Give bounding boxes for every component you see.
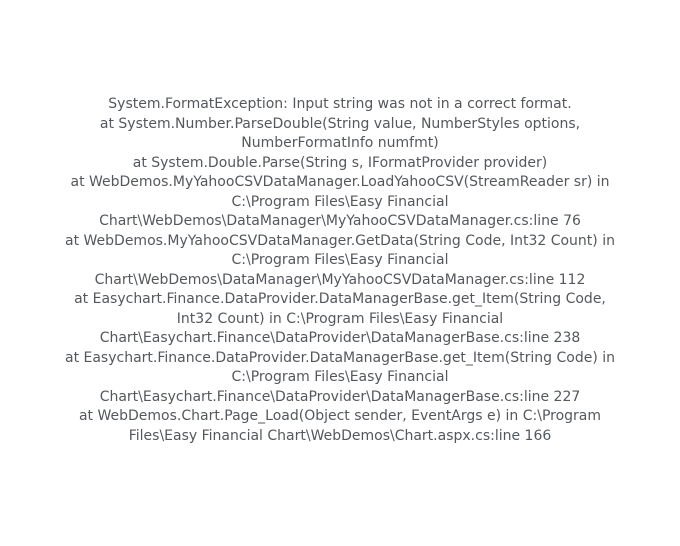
stack-trace-line: at WebDemos.MyYahooCSVDataManager.LoadYahooCSV(StreamReader sr) in — [70, 174, 610, 190]
stack-trace-line: C:\Program Files\Easy Financial — [231, 193, 449, 210]
stack-trace-line: Int32 Count) in C:\Program Files\Easy Financial — [176, 310, 504, 327]
stack-trace-line: Chart\Easychart.Finance\DataProvider\DataManagerBase.cs:line 227 — [99, 388, 581, 405]
stack-trace-line: at WebDemos.Chart.Page_Load(Object sender, EventArgs e) in C:\Program — [78, 408, 602, 424]
stack-trace-line: at WebDemos.MyYahooCSVDataManager.GetData(String Code, Int32 Count) in — [65, 232, 615, 249]
stack-trace-line: NumberFormatInfo numfmt) — [241, 135, 439, 151]
stack-trace-line: Files\Easy Financial Chart\WebDemos\Chart.aspx.cs:line 166 — [128, 427, 552, 444]
stack-trace-line: Chart\WebDemos\DataManager\MyYahooCSVDataManager.cs:line 76 — [99, 213, 581, 229]
stack-trace-line: C:\Program Files\Easy Financial — [231, 369, 449, 385]
stack-trace-line: at System.Number.ParseDouble(String value, NumberStyles options, — [99, 115, 581, 132]
stack-trace-line: at Easychart.Finance.DataProvider.DataManagerBase.get_Item(String Code, — [74, 291, 606, 307]
stack-trace-line: System.FormatException: Input string was not in a correct format. — [108, 96, 572, 112]
stack-trace-line: Chart\Easychart.Finance\DataProvider\DataManagerBase.cs:line 238 — [99, 330, 581, 346]
stack-trace-line: at Easychart.Finance.DataProvider.DataManagerBase.get_Item(String Code) in — [64, 349, 615, 366]
stack-trace-line: Chart\WebDemos\DataManager\MyYahooCSVDataManager.cs:line 112 — [94, 271, 586, 288]
stack-trace-line: C:\Program Files\Easy Financial — [231, 252, 449, 268]
stack-trace-line: at System.Double.Parse(String s, IFormatProvider provider) — [132, 154, 548, 171]
